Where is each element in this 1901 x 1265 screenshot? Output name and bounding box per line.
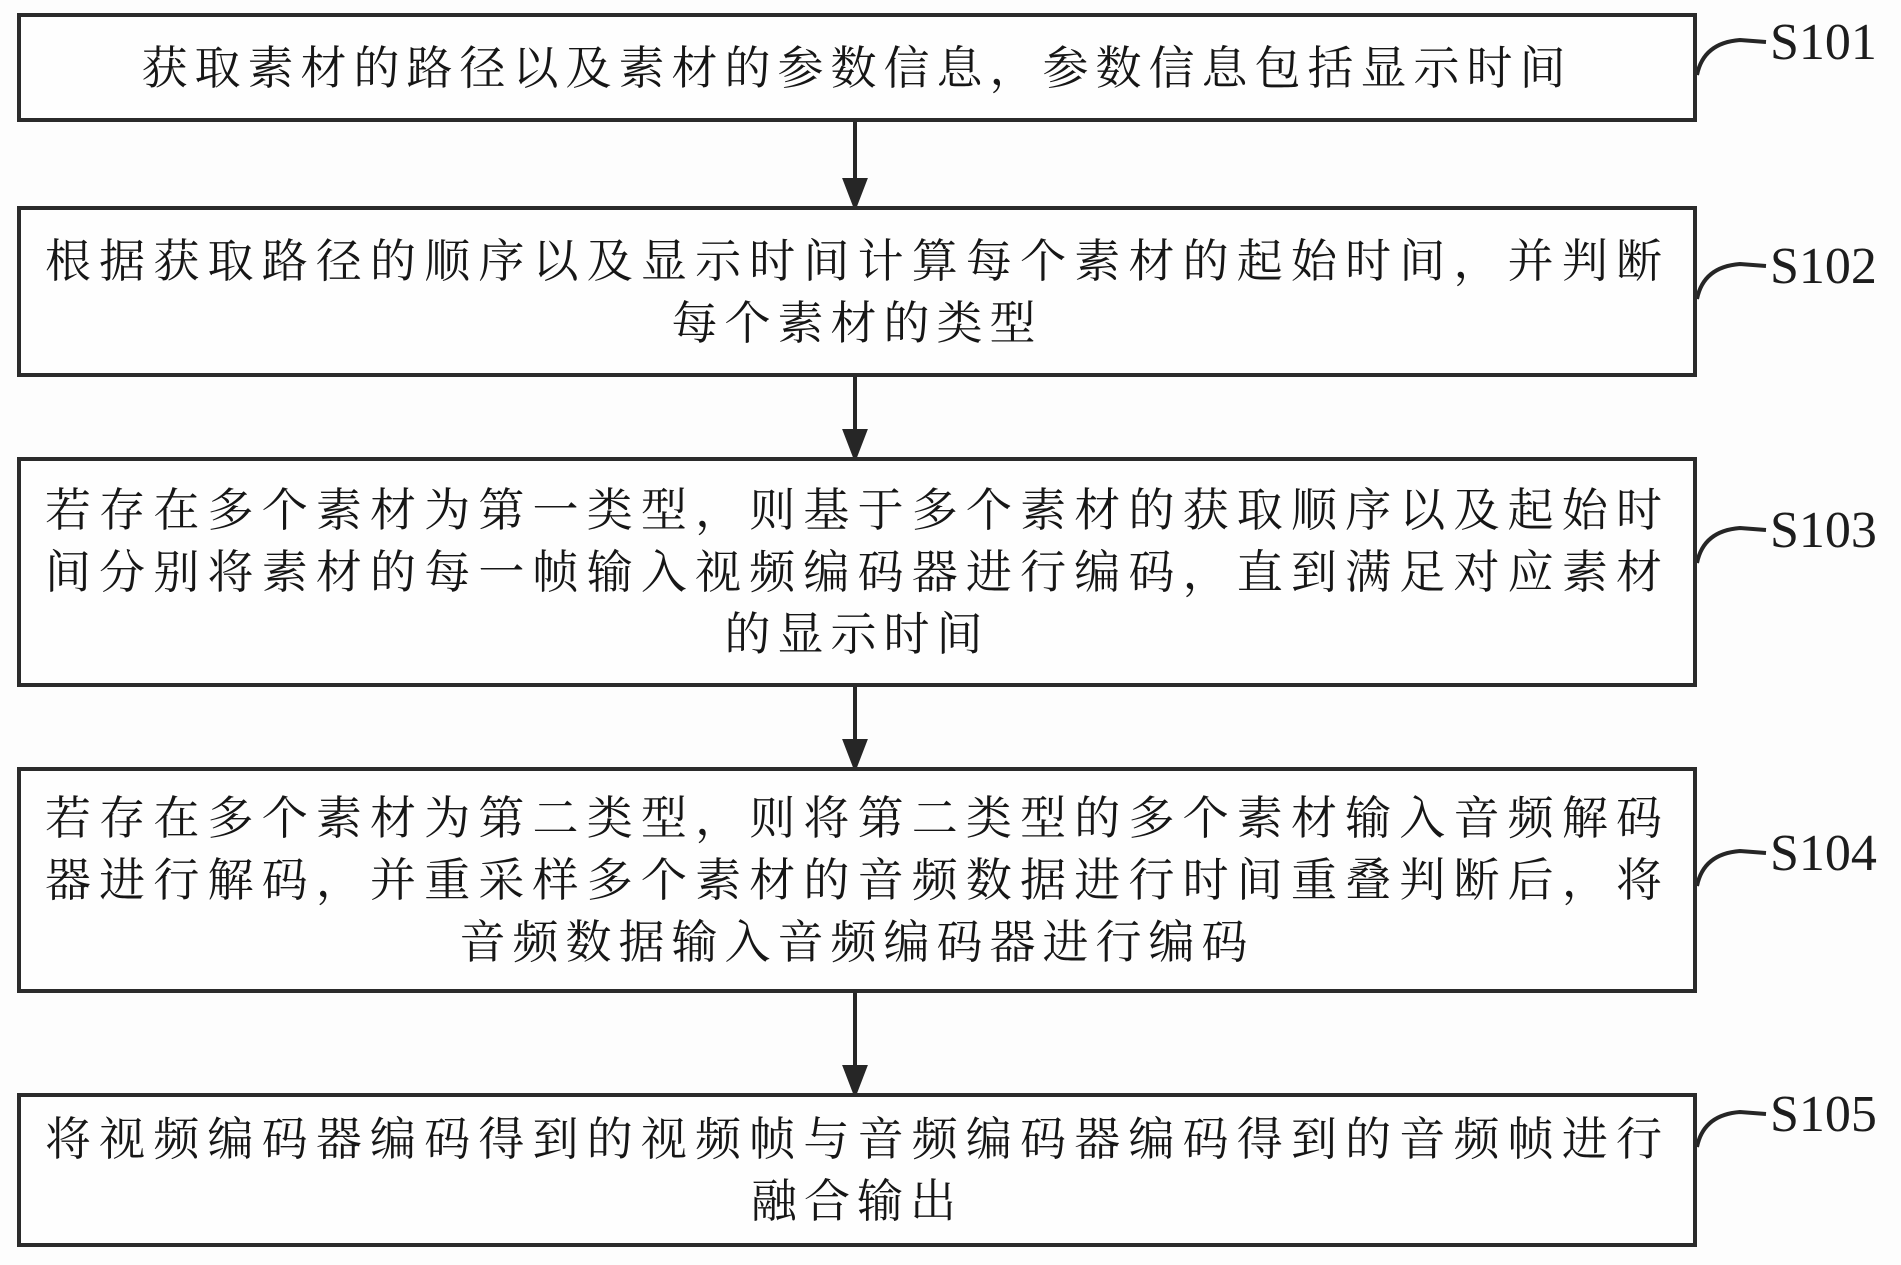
flow-arrow-3: [845, 687, 865, 767]
step-text-s103: 若存在多个素材为第一类型，则基于多个素材的获取顺序以及起始时间分别将素材的每一帧输入视频编码器进行编码，直到满足对应素材的显示时间: [45, 483, 1669, 661]
flow-step-box-s104: [17, 767, 1697, 993]
flow-arrow-2: [845, 377, 865, 457]
step-text-s104: 若存在多个素材为第二类型，则将第二类型的多个素材输入音频解码器进行解码，并重采样多个素材的音频数据进行时间重叠判断后，将音频数据输入音频编码器进行编码: [45, 791, 1669, 969]
flow-step-box-s105: [17, 1093, 1697, 1247]
step-text-s105: 将视频编码器编码得到的视频帧与音频编码器编码得到的音频帧进行融合输出: [45, 1112, 1669, 1228]
flow-arrow-4: [845, 993, 865, 1093]
step-label-s101: S101: [1770, 14, 1877, 71]
step-label-s104: S104: [1770, 825, 1877, 882]
step-label-s105: S105: [1770, 1086, 1877, 1143]
leader-line-s101: [1697, 40, 1766, 75]
step-label-s102: S102: [1770, 238, 1877, 295]
leader-line-s102: [1697, 264, 1766, 299]
leader-line-s104: [1697, 851, 1766, 886]
flow-step-box-s103: [17, 457, 1697, 687]
step-text-s102: 根据获取路径的顺序以及显示时间计算每个素材的起始时间，并判断每个素材的类型: [45, 233, 1669, 350]
flow-step-box-s101: [17, 13, 1697, 122]
step-label-s103: S103: [1770, 502, 1877, 559]
flow-step-box-s102: [17, 206, 1697, 377]
leader-line-s103: [1697, 528, 1766, 563]
flow-arrow-1: [845, 122, 865, 206]
leader-line-s105: [1697, 1112, 1766, 1147]
step-text-s101: 获取素材的路径以及素材的参数信息，参数信息包括显示时间: [141, 40, 1573, 95]
